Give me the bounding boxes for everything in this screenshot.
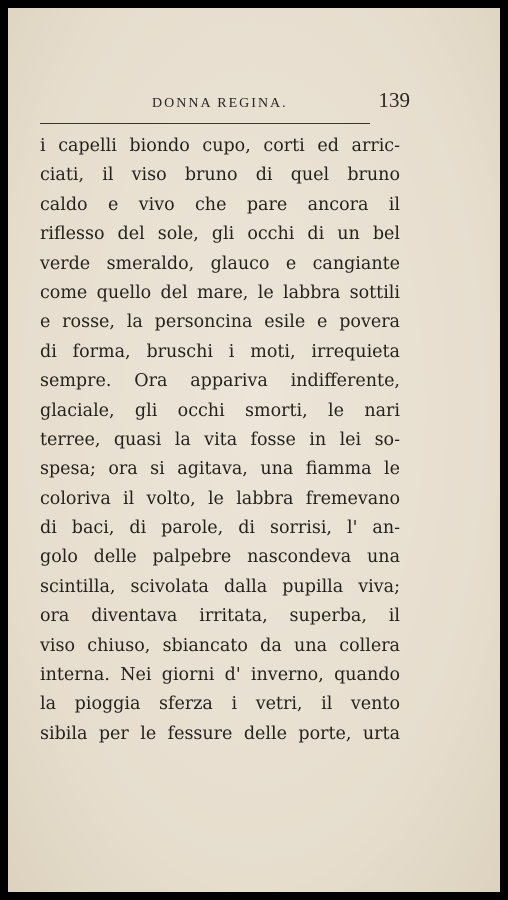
text-line: sempre. Ora appariva indifferente, <box>40 371 400 392</box>
text-line: terree, quasi la vita fosse in lei so- <box>40 429 400 450</box>
header-rule <box>40 123 370 124</box>
text-line: ciati, il viso bruno di quel bruno <box>40 165 400 186</box>
text-line: ora diventava irritata, superba, il <box>40 606 400 627</box>
text-line: caldo e vivo che pare ancora il <box>40 194 400 215</box>
text-line: di forma, bruschi i moti, irrequieta <box>40 341 400 362</box>
text-line: glaciale, gli occhi smorti, le nari <box>40 400 400 421</box>
page-number: 139 <box>378 88 410 112</box>
text-line: interna. Nei giorni d' inverno, quando <box>40 665 400 686</box>
text-line: come quello del mare, le labbra sottili <box>40 282 400 303</box>
book-page <box>8 8 500 892</box>
text-line: sibila per le fessure delle porte, urta <box>40 723 400 744</box>
text-line: e rosse, la personcina esile e povera <box>40 312 400 333</box>
page-header <box>40 88 410 118</box>
text-line: la pioggia sferza i vetri, il vento <box>40 694 400 715</box>
text-line: spesa; ora si agitava, una fiamma le <box>40 459 400 480</box>
text-line: verde smeraldo, glauco e cangiante <box>40 253 400 274</box>
body-text <box>40 132 400 749</box>
text-line: viso chiuso, sbiancato da una collera <box>40 635 400 656</box>
text-line: riflesso del sole, gli occhi di un bel <box>40 224 400 245</box>
text-line: di baci, di parole, di sorrisi, l' an- <box>40 518 400 539</box>
running-title: DONNA REGINA. <box>152 96 288 111</box>
text-line: i capelli biondo cupo, corti ed arric- <box>40 136 400 156</box>
text-line: golo delle palpebre nascondeva una <box>40 547 400 568</box>
text-line: scintilla, scivolata dalla pupilla viva; <box>40 576 400 597</box>
text-line: coloriva il volto, le labbra fremevano <box>40 488 400 509</box>
